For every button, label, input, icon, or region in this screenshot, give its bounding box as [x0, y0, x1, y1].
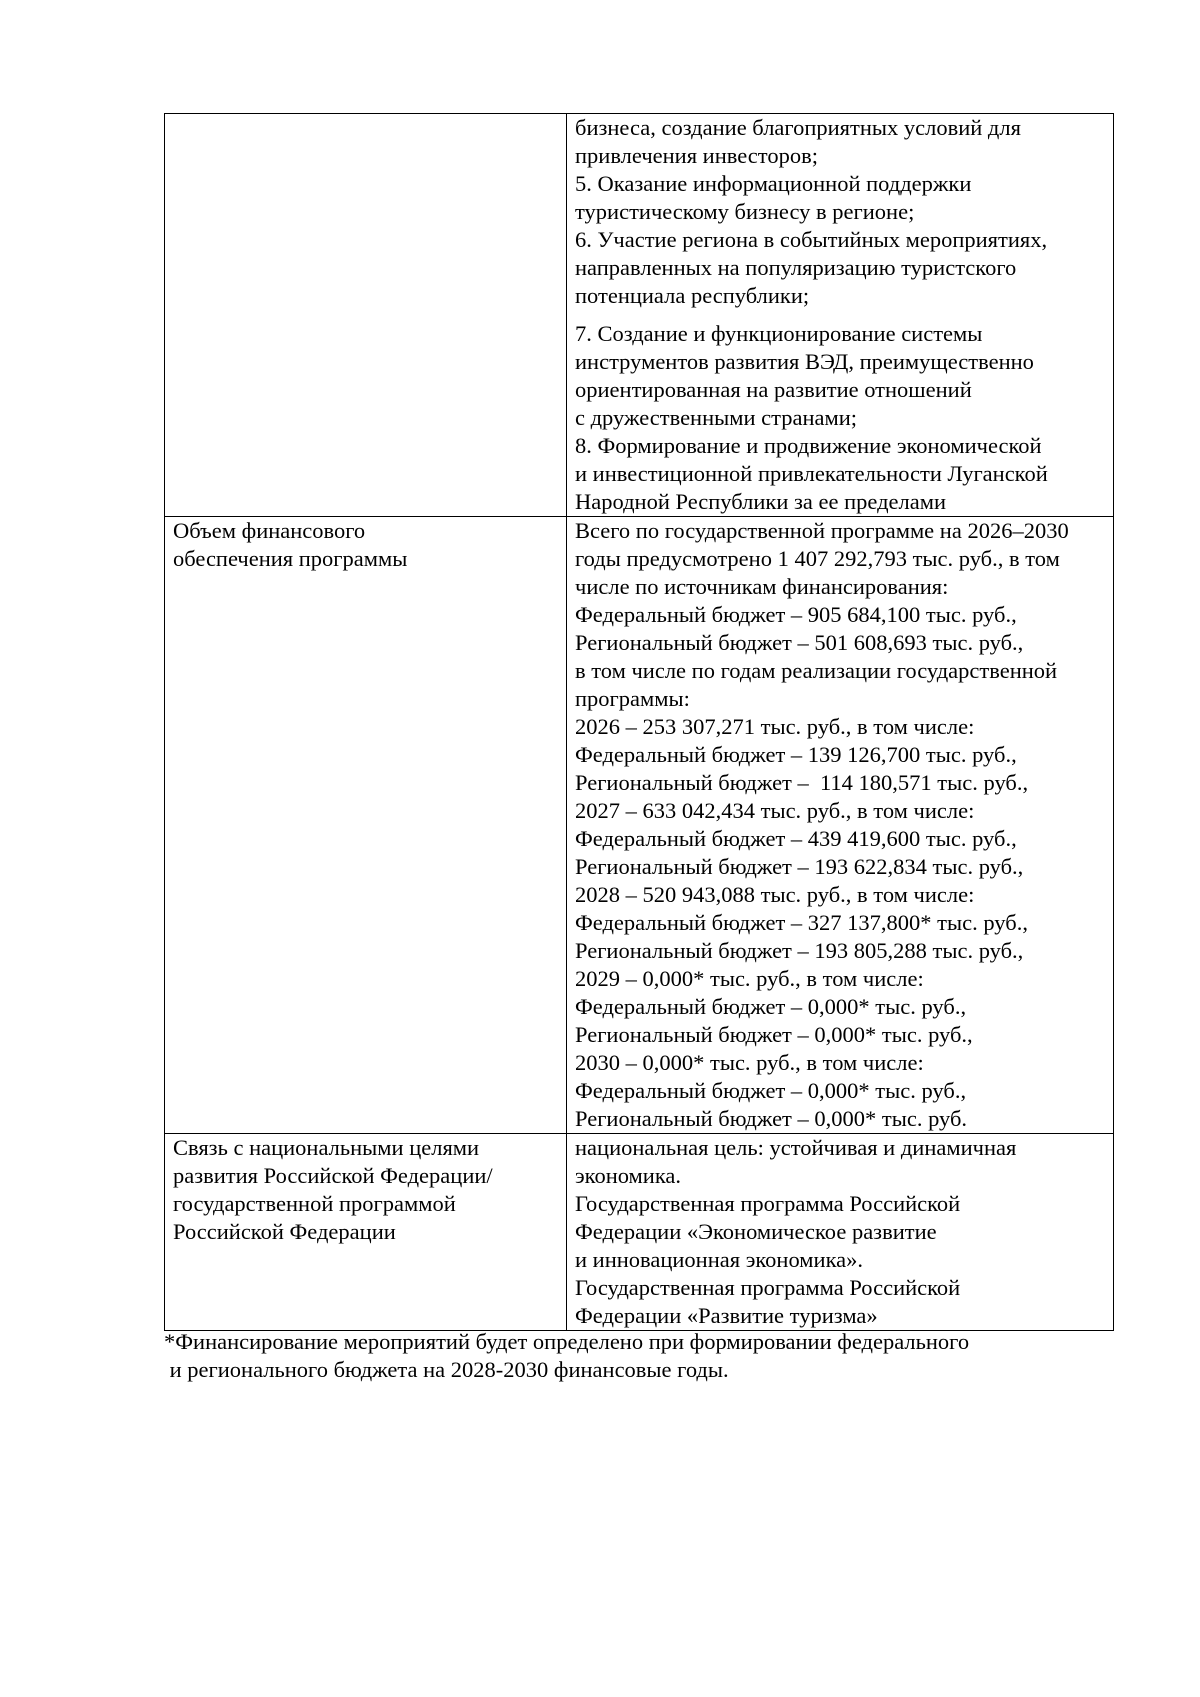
text-line: экономика.	[575, 1163, 682, 1188]
text-line: Федеральный бюджет – 139 126,700 тыс. руб.,	[575, 742, 1017, 767]
text-line: направленных на популяризацию туристского	[575, 255, 1017, 280]
row-label-line: государственной программой	[173, 1191, 456, 1216]
text-line: Региональный бюджет – 114 180,571 тыс. руб.,	[575, 770, 1029, 795]
text-line: ориентированная на развитие отношений	[575, 377, 972, 402]
text-line: Региональный бюджет – 193 805,288 тыс. руб.,	[575, 938, 1024, 963]
text-line: 7. Создание и функционирование системы	[575, 321, 983, 346]
text-line: Федерации «Экономическое развитие	[575, 1219, 937, 1244]
text-line: Всего по государственной программе на 2026–2030	[575, 518, 1069, 543]
text-line: туристическому бизнесу в регионе;	[575, 199, 915, 224]
text-line: Государственная программа Российской	[575, 1191, 961, 1216]
row1-left-cell	[165, 114, 567, 517]
text-line: национальная цель: устойчивая и динамичная	[575, 1135, 1017, 1160]
table-row-activities	[165, 114, 1114, 517]
footnote-line: и регионального бюджета на 2028-2030 финансовые годы.	[164, 1357, 729, 1382]
row-label-line: развития Российской Федерации/	[173, 1163, 493, 1188]
text-line: и инвестиционной привлекательности Луганской	[575, 461, 1048, 486]
text-line: с дружественными странами;	[575, 405, 858, 430]
row-label-line: Объем финансового	[173, 518, 366, 543]
text-line: в том числе по годам реализации государственной	[575, 658, 1058, 683]
text-line: потенциала республики;	[575, 283, 810, 308]
text-line: Региональный бюджет – 193 622,834 тыс. руб.,	[575, 854, 1024, 879]
row2-right-cell	[567, 517, 1114, 1134]
table-row-national-goals	[165, 1134, 1114, 1331]
text-line: Федеральный бюджет – 327 137,800* тыс. руб.,	[575, 910, 1028, 935]
footnote-line: *Финансирование мероприятий будет определено при формировании федерального	[164, 1329, 970, 1354]
row-label-line: Связь с национальными целями	[173, 1135, 480, 1160]
row3-right-cell	[567, 1134, 1114, 1331]
footnote	[164, 1328, 969, 1384]
program-passport-table	[164, 113, 1114, 1331]
text-line: 2026 – 253 307,271 тыс. руб., в том числе:	[575, 714, 975, 739]
text-line: Региональный бюджет – 0,000* тыс. руб.,	[575, 1022, 973, 1047]
text-line: Федеральный бюджет – 905 684,100 тыс. руб.,	[575, 602, 1017, 627]
text-line: 8. Формирование и продвижение экономической	[575, 433, 1042, 458]
text-line: 6. Участие региона в событийных мероприятиях,	[575, 227, 1048, 252]
row3-left-cell	[165, 1134, 567, 1331]
text-line: 2030 – 0,000* тыс. руб., в том числе:	[575, 1050, 924, 1075]
paragraph-gap	[575, 310, 1105, 320]
text-line: 2029 – 0,000* тыс. руб., в том числе:	[575, 966, 924, 991]
text-line: и инновационная экономика».	[575, 1247, 864, 1272]
text-line: Народной Республики за ее пределами	[575, 489, 946, 514]
text-line: Федерации «Развитие туризма»	[575, 1303, 878, 1328]
row-label-line: обеспечения программы	[173, 546, 408, 571]
text-line: числе по источникам финансирования:	[575, 574, 949, 599]
row1-right-cell	[567, 114, 1114, 517]
text-line: 5. Оказание информационной поддержки	[575, 171, 972, 196]
text-line: бизнеса, создание благоприятных условий для	[575, 115, 1021, 140]
text-line: 2027 – 633 042,434 тыс. руб., в том числе:	[575, 798, 975, 823]
text-line: привлечения инвесторов;	[575, 143, 818, 168]
row-label-line: Российской Федерации	[173, 1219, 396, 1244]
text-line: Государственная программа Российской	[575, 1275, 961, 1300]
table-row-financing	[165, 517, 1114, 1134]
text-line: годы предусмотрено 1 407 292,793 тыс. руб., в том	[575, 546, 1060, 571]
text-line: инструментов развития ВЭД, преимущественно	[575, 349, 1034, 374]
text-line: Региональный бюджет – 0,000* тыс. руб.	[575, 1106, 968, 1131]
text-line: Региональный бюджет – 501 608,693 тыс. руб.,	[575, 630, 1024, 655]
text-line: 2028 – 520 943,088 тыс. руб., в том числе:	[575, 882, 975, 907]
text-line: Федеральный бюджет – 0,000* тыс. руб.,	[575, 994, 967, 1019]
text-line: Федеральный бюджет – 439 419,600 тыс. руб.,	[575, 826, 1017, 851]
text-line: Федеральный бюджет – 0,000* тыс. руб.,	[575, 1078, 967, 1103]
row2-left-cell	[165, 517, 567, 1134]
text-line: программы:	[575, 686, 690, 711]
